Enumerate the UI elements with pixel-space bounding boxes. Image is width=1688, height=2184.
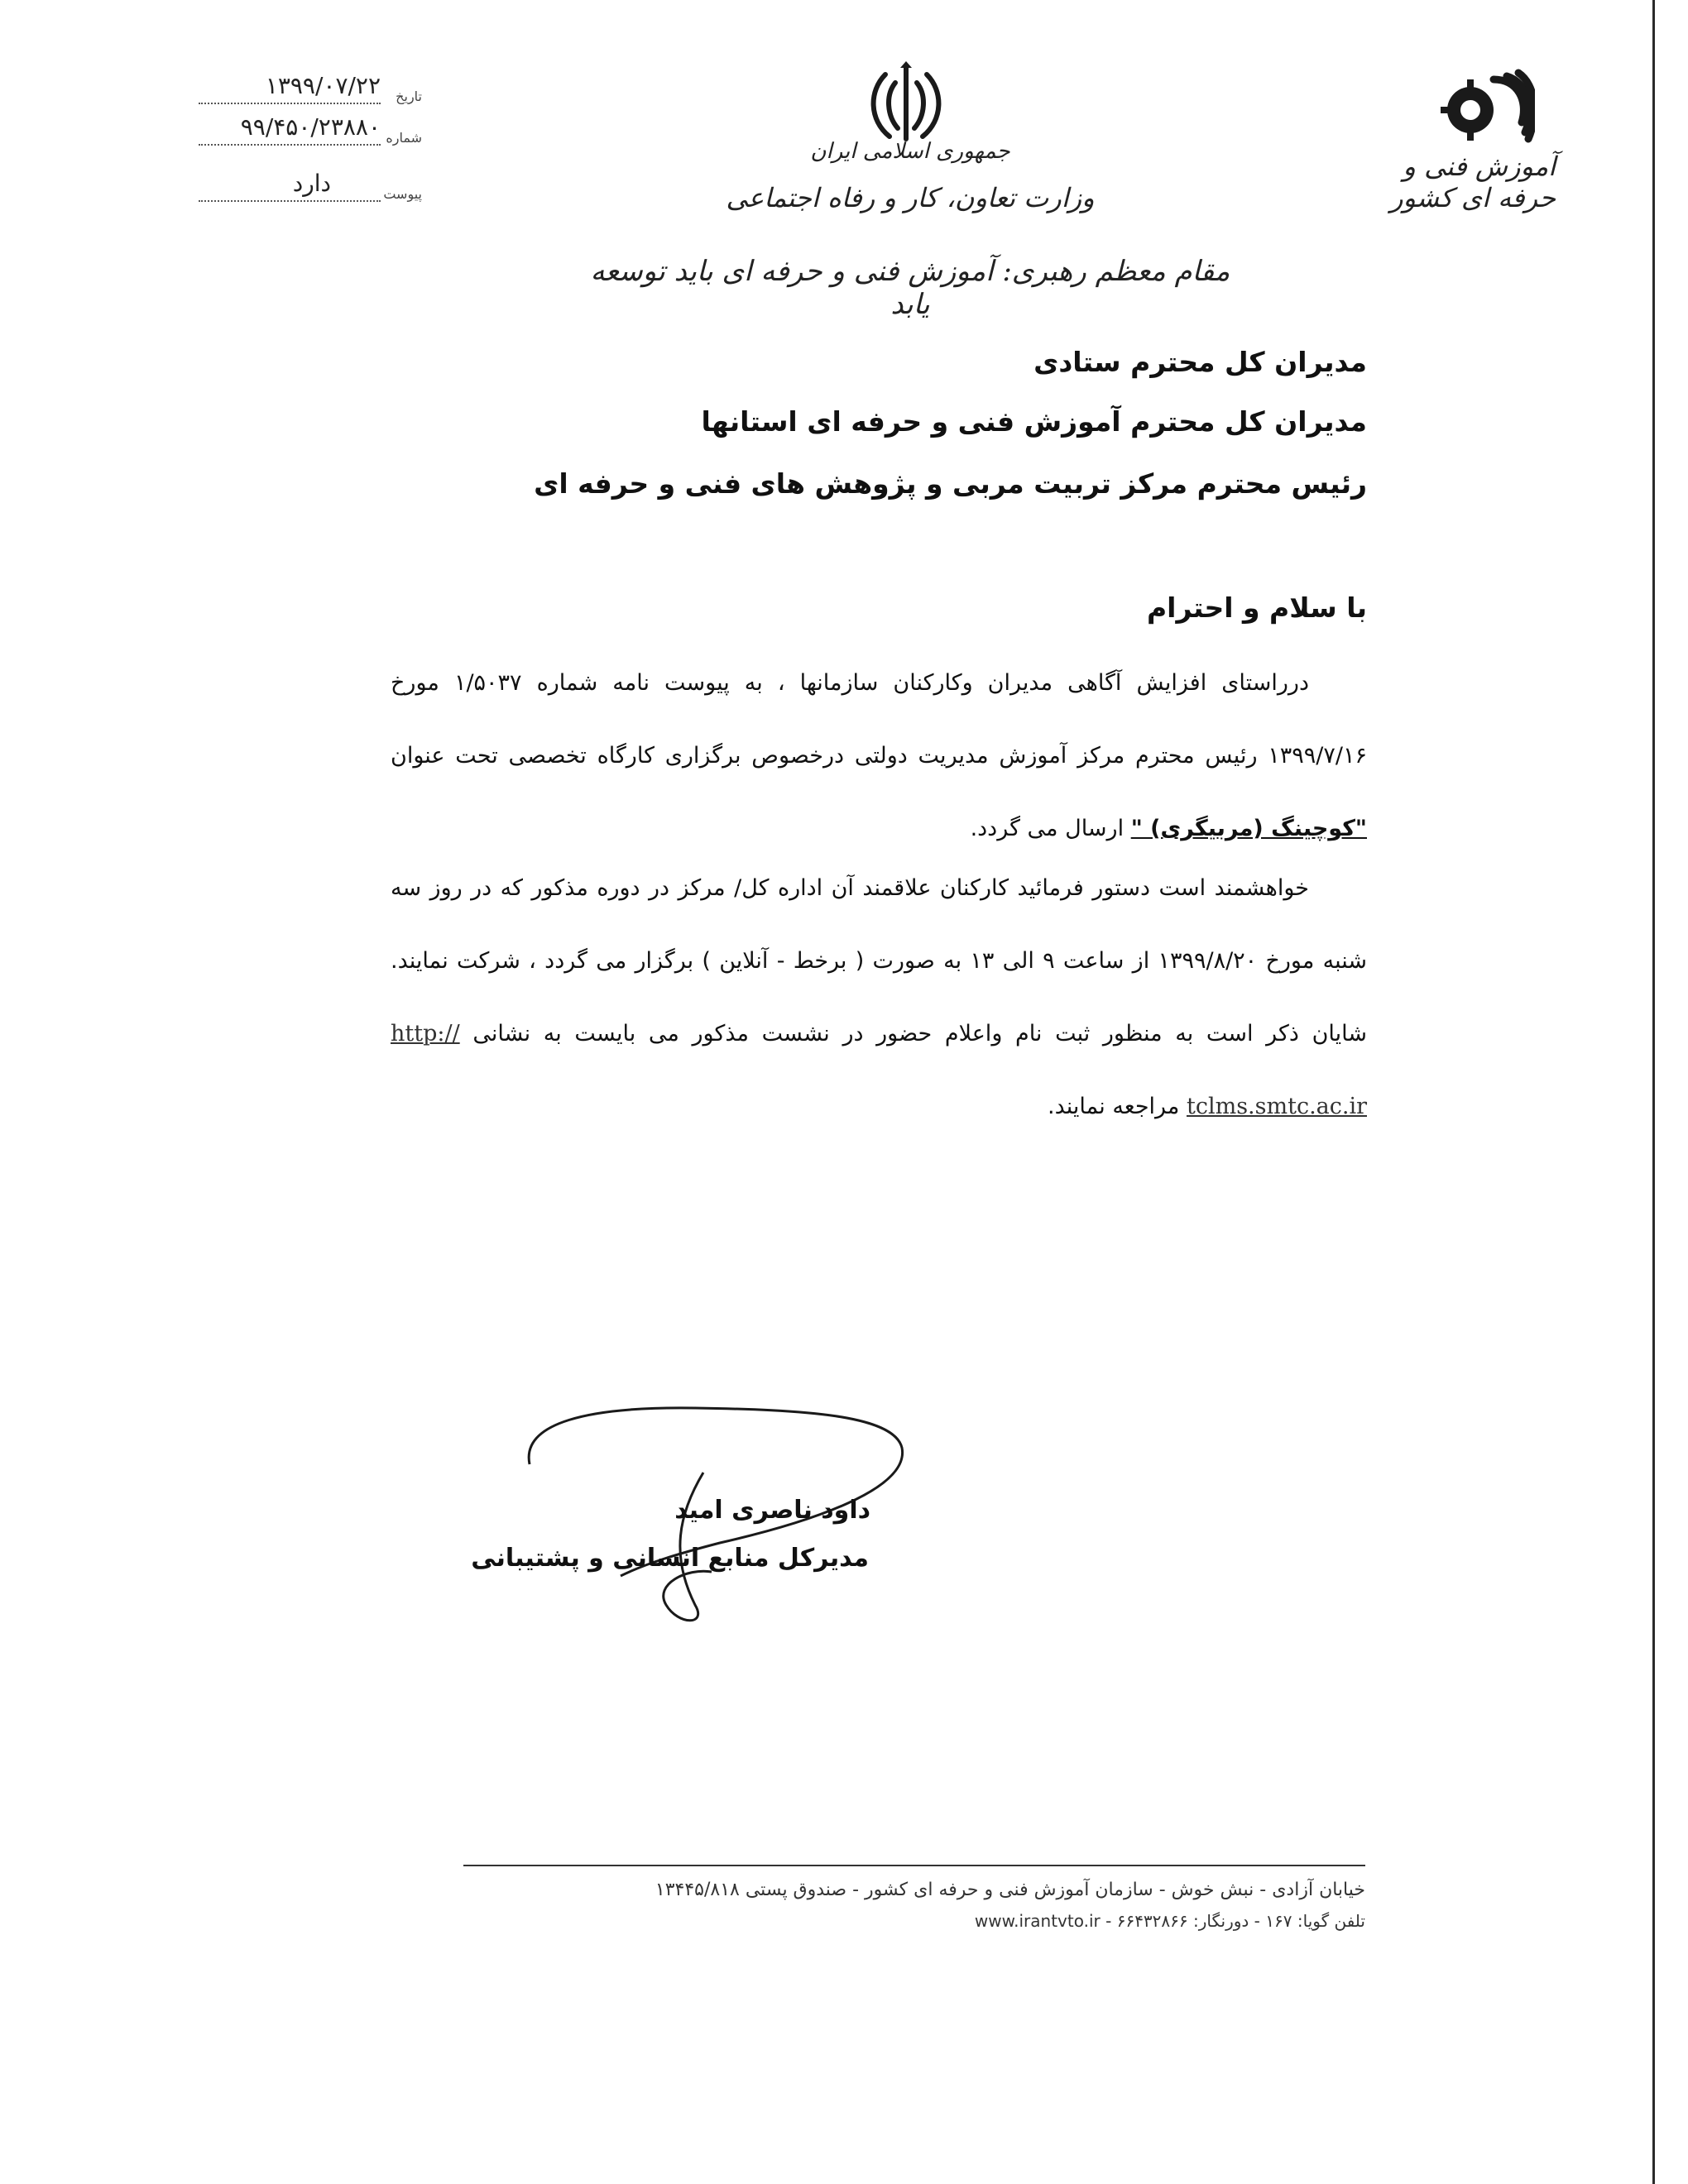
iran-emblem-icon	[861, 58, 952, 149]
attachment-value: دارد	[292, 170, 331, 197]
registration-link[interactable]: http:// tclms.smtc.ac.ir	[391, 1021, 1367, 1119]
body-paragraph-1	[391, 647, 1367, 865]
attachment-row	[199, 165, 422, 202]
footer-address: خیابان آزادی - نبش خوش - سازمان آموزش فنی و حرفه ای کشور - صندوق پستی ۱۳۴۴۵/۸۱۸	[655, 1880, 1365, 1900]
date-row	[199, 68, 422, 104]
date-value: ۱۳۹۹/۰۷/۲۲	[265, 72, 381, 99]
paragraph1-text: درراستای افزایش آگاهی مدیران وکارکنان سازمانها ، به پیوست نامه شماره ۱/۵۰۳۷ مورخ ۱۳۹۹/۷/۱۶ رئیس محترم مرکز آموزش مدیریت دولتی درخصوص برگزاری کارگاه تخصصی تحت عنوان	[391, 670, 1367, 769]
number-label: شماره	[386, 130, 422, 146]
tvto-logo-icon	[1436, 65, 1535, 156]
signatory-name: داود ناصری امید	[674, 1496, 870, 1525]
body-paragraph-2	[391, 852, 1367, 1143]
paragraph2-text: خواهشمند است دستور فرمائید کارکنان علاقمند آن اداره کل/ مرکز در دوره مذکور که در روز سه شنبه مورخ ۱۳۹۹/۸/۲۰ از ساعت ۹ الی ۱۳ به صورت ( برخط - آنلاین ) برگزار می گردد ، شرکت نمایند. شایان ذکر است به منظور ثبت نام واعلام حضور در نشست مذکور می بایست به نشانی	[391, 875, 1367, 1046]
greeting: با سلام و احترام	[1146, 592, 1367, 624]
paragraph2-ending: مراجعه نمایند.	[1047, 1094, 1180, 1119]
leader-slogan: مقام معظم رهبری: آموزش فنی و حرفه ای باید توسعه یابد	[590, 255, 1230, 321]
date-dots	[199, 103, 381, 104]
date-label: تاریخ	[396, 89, 422, 104]
signatory-title: مدیرکل منابع انسانی و پشتیبانی	[471, 1544, 869, 1573]
addressee-line-2: مدیران کل محترم آموزش فنی و حرفه ای استانها	[701, 405, 1367, 438]
footer-contact: تلفن گویا: ۱۶۷ - دورنگار: ۶۶۴۳۲۸۶۶ - www.irantvto.ir	[974, 1911, 1365, 1931]
page-border	[1652, 0, 1655, 2184]
addressee-line-3: رئیس محترم مرکز تربیت مربی و پژوهش های فنی و حرفه ای	[534, 467, 1367, 500]
workshop-title: "کوچینگ (مربیگری) "	[1130, 816, 1367, 841]
tvto-org-name: آموزش فنی و حرفه ای کشور	[1390, 151, 1556, 213]
attachment-dots	[199, 200, 381, 202]
paragraph1-ending: ارسال می گردد.	[970, 816, 1125, 841]
number-dots	[199, 144, 381, 146]
addressee-line-1: مدیران کل محترم ستادی	[1033, 346, 1367, 378]
republic-title: جمهوری اسلامی ایران	[810, 139, 1010, 164]
ministry-title: وزارت تعاون، کار و رفاه اجتماعی	[726, 182, 1095, 213]
attachment-label: پیوست	[383, 186, 422, 202]
number-row	[199, 109, 422, 146]
number-value: ۹۹/۴۵۰/۲۳۸۸۰	[240, 113, 381, 141]
footer-divider	[463, 1865, 1365, 1866]
